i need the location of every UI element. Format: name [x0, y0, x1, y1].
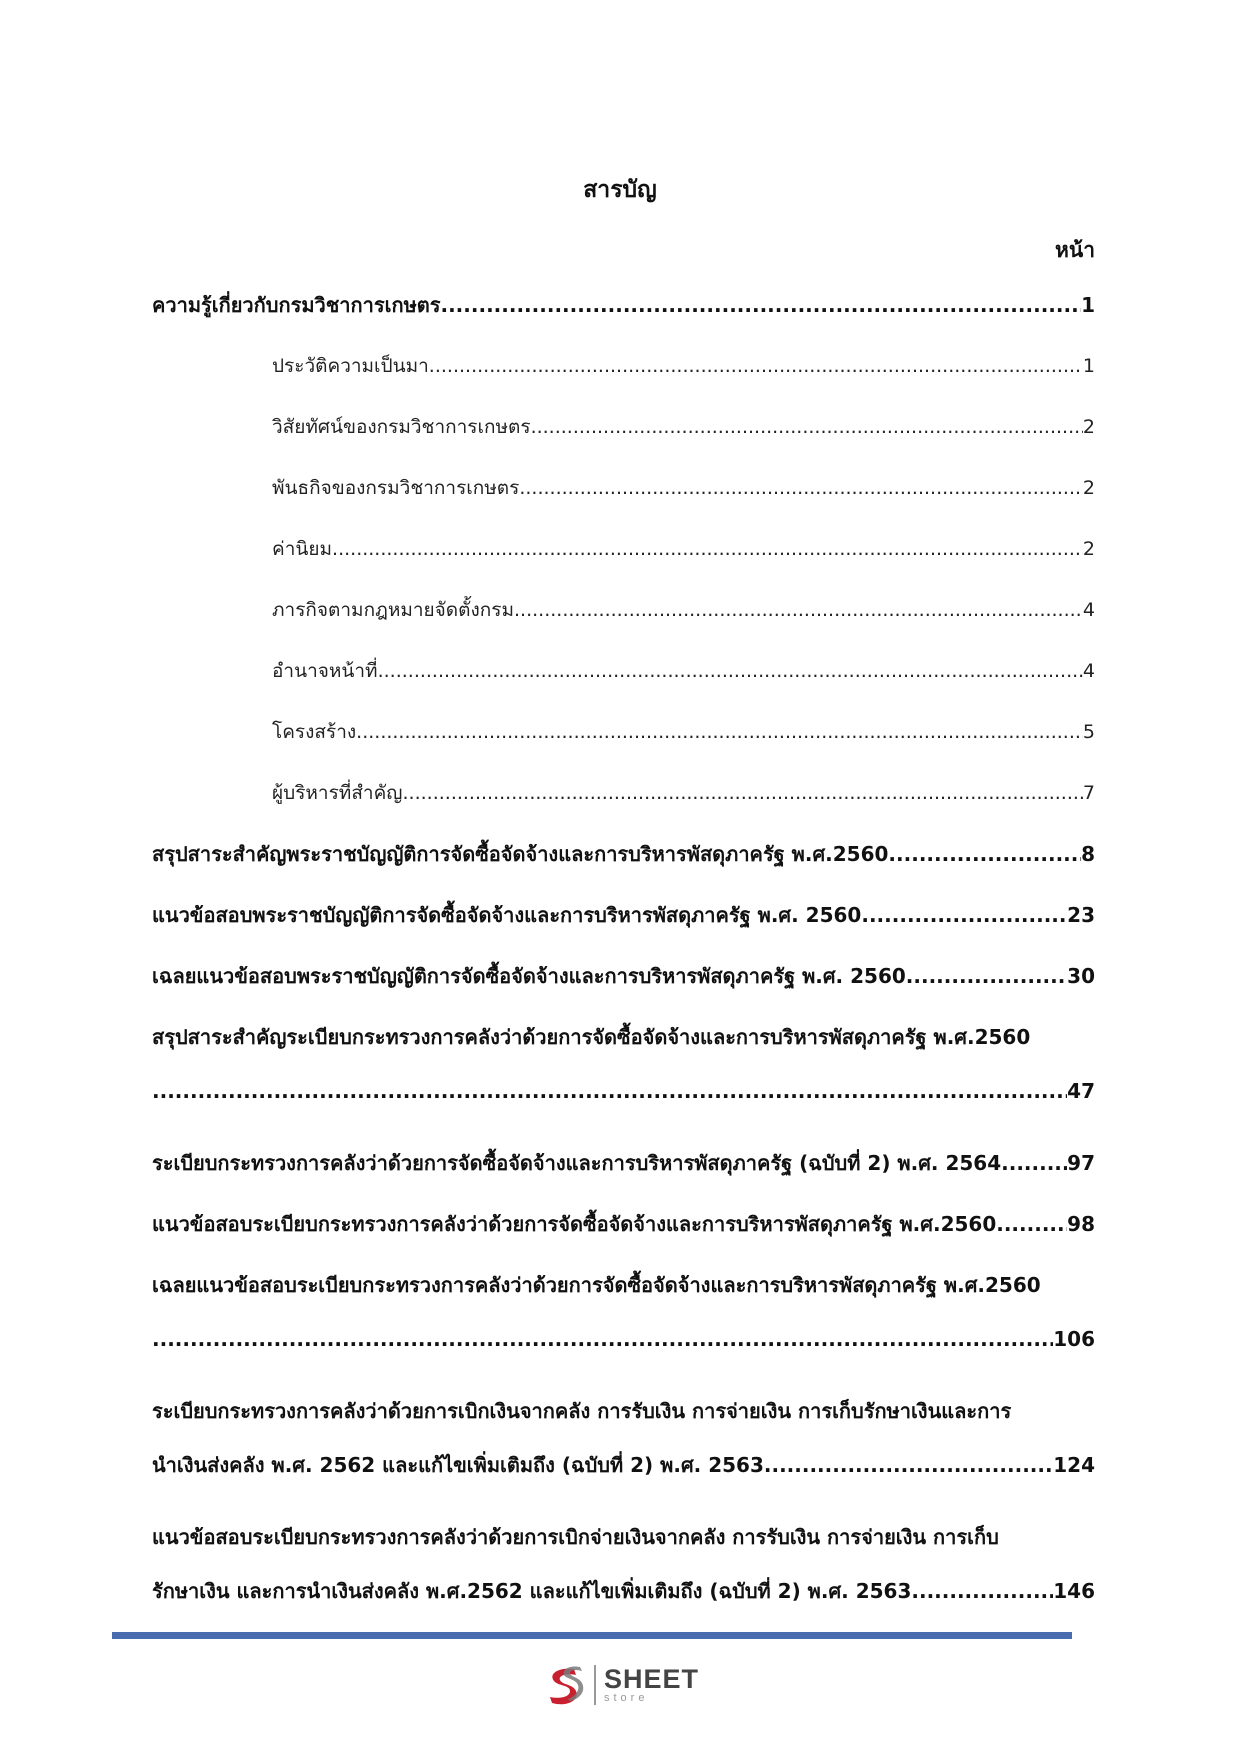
toc-page-number: 106	[1053, 1327, 1095, 1351]
toc-label: ประวัติความเป็นมา	[272, 355, 429, 377]
toc-entry[interactable]	[152, 1207, 1095, 1268]
dot-leader	[403, 776, 1083, 810]
dot-leader	[888, 837, 1081, 871]
sheet-store-logo	[540, 1660, 699, 1710]
toc-label: สรุปสาระสำคัญระเบียบกระทรวงการคลังว่าด้วยการจัดซื้อจัดจ้างและการบริหารพัสดุภาครัฐ พ.ศ.2560	[152, 1025, 1031, 1049]
dot-leader	[356, 715, 1083, 749]
toc-label-continued: นำเงินส่งคลัง พ.ศ. 2562 และแก้ไขเพิ่มเติมถึง (ฉบับที่ 2) พ.ศ. 2563	[152, 1453, 764, 1477]
toc-page-number: 23	[1067, 903, 1095, 927]
logo-text: SHEET	[604, 1664, 700, 1694]
toc-label: พันธกิจของกรมวิชาการเกษตร	[272, 477, 520, 499]
toc-entry-multiline[interactable]	[152, 1520, 1095, 1646]
toc-label: โครงสร้าง	[272, 721, 357, 743]
toc-page-number: 97	[1067, 1151, 1095, 1175]
toc-entry[interactable]	[152, 288, 1095, 349]
toc-label: ภารกิจตามกฎหมายจัดตั้งกรม	[272, 599, 514, 621]
table-of-contents	[152, 288, 1095, 1646]
dot-leader	[996, 1207, 1067, 1241]
toc-page-number: 2	[1082, 538, 1095, 560]
toc-label: ค่านิยม	[272, 538, 333, 560]
toc-page-number: 1	[1081, 293, 1095, 317]
toc-label: วิสัยทัศน์ของกรมวิชาการเกษตร	[272, 416, 531, 438]
logo-wordmark	[604, 1666, 699, 1704]
toc-page-number: 4	[1082, 599, 1095, 621]
logo-subtext: store	[604, 1692, 649, 1704]
sheet-store-logo-icon	[540, 1661, 588, 1709]
dot-leader	[429, 349, 1083, 383]
toc-entry[interactable]	[152, 1146, 1095, 1207]
toc-page-number: 146	[1053, 1579, 1095, 1603]
dot-leader	[378, 654, 1083, 688]
toc-label: แนวข้อสอบระเบียบกระทรวงการคลังว่าด้วยการเบิกจ่ายเงินจากคลัง การรับเงิน การจ่ายเงิน การเก็บ	[152, 1525, 999, 1549]
toc-label: แนวข้อสอบพระราชบัญญัติการจัดซื้อจัดจ้างและการบริหารพัสดุภาครัฐ พ.ศ. 2560	[152, 903, 862, 927]
toc-entry-multiline[interactable]	[152, 1394, 1095, 1520]
toc-entry[interactable]	[152, 837, 1095, 898]
toc-page-number: 98	[1067, 1212, 1095, 1236]
dot-leader	[440, 288, 1081, 322]
toc-subentry[interactable]	[152, 654, 1095, 715]
toc-subentry[interactable]	[152, 349, 1095, 410]
dot-leader	[906, 959, 1067, 993]
toc-page-number: 5	[1082, 721, 1095, 743]
toc-label: แนวข้อสอบระเบียบกระทรวงการคลังว่าด้วยการจัดซื้อจัดจ้างและการบริหารพัสดุภาครัฐ พ.ศ.2560	[152, 1212, 997, 1236]
toc-label-continued: รักษาเงิน และการนำเงินส่งคลัง พ.ศ.2562 และแก้ไขเพิ่มเติมถึง (ฉบับที่ 2) พ.ศ. 2563	[152, 1579, 912, 1603]
dot-leader	[764, 1448, 1053, 1482]
toc-page-number: 7	[1082, 782, 1095, 804]
toc-entry-multiline[interactable]	[152, 1268, 1095, 1394]
toc-label: เฉลยแนวข้อสอบระเบียบกระทรวงการคลังว่าด้วยการจัดซื้อจัดจ้างและการบริหารพัสดุภาครัฐ พ.ศ.2560	[152, 1273, 1041, 1297]
toc-page-number: 4	[1082, 660, 1095, 682]
toc-label: เฉลยแนวข้อสอบพระราชบัญญัติการจัดซื้อจัดจ้างและการบริหารพัสดุภาครัฐ พ.ศ. 2560	[152, 964, 906, 988]
dot-leader	[911, 1574, 1053, 1608]
toc-page-number: 30	[1067, 964, 1095, 988]
dot-leader	[152, 1074, 1067, 1108]
toc-subentry[interactable]	[152, 715, 1095, 776]
toc-page-number: 2	[1082, 416, 1095, 438]
dot-leader	[332, 532, 1083, 566]
dot-leader	[519, 471, 1083, 505]
toc-label: ความรู้เกี่ยวกับกรมวิชาการเกษตร	[152, 293, 441, 317]
toc-page-number: 47	[1067, 1079, 1095, 1103]
dot-leader	[1001, 1146, 1067, 1180]
toc-subentry[interactable]	[152, 410, 1095, 471]
toc-label: อำนาจหน้าที่	[272, 660, 378, 682]
toc-entry-multiline[interactable]	[152, 1020, 1095, 1146]
toc-label: ผู้บริหารที่สำคัญ	[272, 782, 403, 804]
logo-separator	[594, 1665, 596, 1705]
toc-label: ระเบียบกระทรวงการคลังว่าด้วยการจัดซื้อจัดจ้างและการบริหารพัสดุภาครัฐ (ฉบับที่ 2) พ.ศ. 2564	[152, 1151, 1002, 1175]
dot-leader	[861, 898, 1067, 932]
toc-label: ระเบียบกระทรวงการคลังว่าด้วยการเบิกเงินจากคลัง การรับเงิน การจ่ายเงิน การเก็บรักษาเงินและการ	[152, 1399, 1012, 1423]
toc-subentry[interactable]	[152, 776, 1095, 837]
toc-subentry[interactable]	[152, 532, 1095, 593]
footer-divider	[112, 1632, 1072, 1639]
toc-page-number: 124	[1053, 1453, 1095, 1477]
toc-entry[interactable]	[152, 959, 1095, 1020]
toc-subentry[interactable]	[152, 593, 1095, 654]
toc-page-number: 1	[1082, 355, 1095, 377]
toc-page-number: 8	[1081, 842, 1095, 866]
page-column-header: หน้า	[1055, 238, 1095, 262]
dot-leader	[152, 1322, 1053, 1356]
toc-entry[interactable]	[152, 898, 1095, 959]
page-title: สารบัญ	[583, 177, 657, 203]
toc-subentry[interactable]	[152, 471, 1095, 532]
dot-leader	[531, 410, 1083, 444]
toc-label: สรุปสาระสำคัญพระราชบัญญัติการจัดซื้อจัดจ้างและการบริหารพัสดุภาครัฐ พ.ศ.2560	[152, 842, 889, 866]
toc-page-number: 2	[1082, 477, 1095, 499]
dot-leader	[514, 593, 1083, 627]
